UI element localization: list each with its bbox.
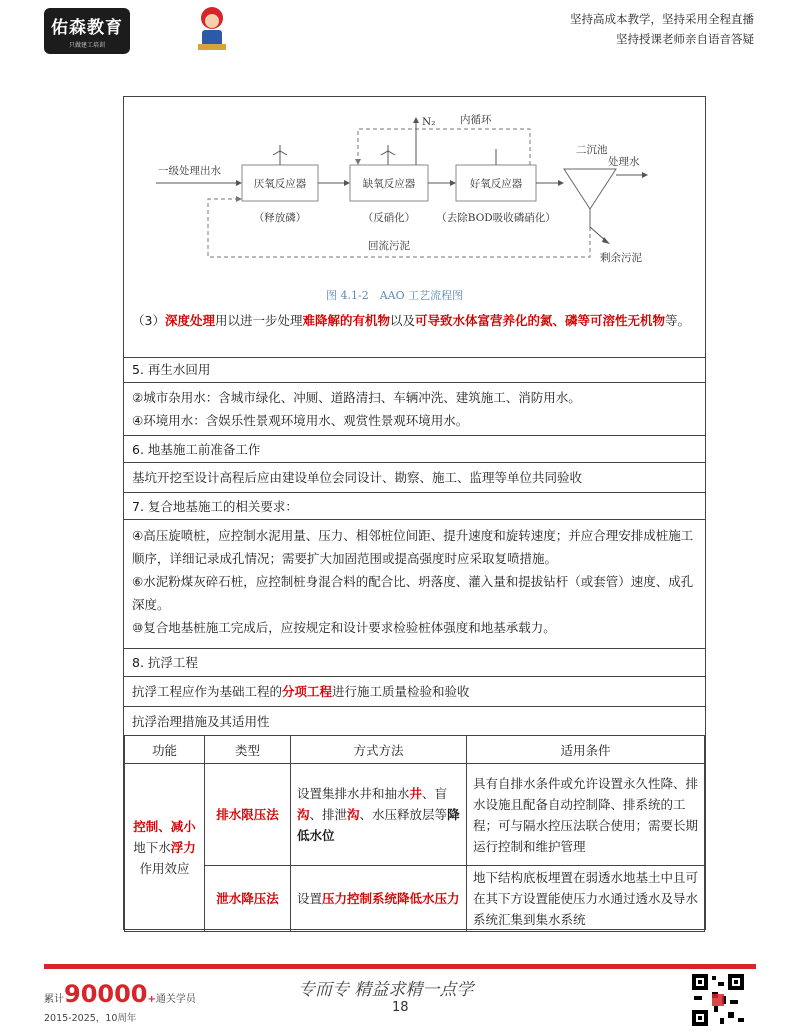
diagram-input-label: 一级处理出水 (158, 165, 221, 177)
reactor-1-name: 厌氧反应器 (253, 178, 307, 190)
reactor-2-name: 缺氧反应器 (362, 178, 416, 190)
figure-caption: 图 4.1-2 AAO 工艺流程图 (326, 289, 464, 302)
clarifier-label: 二沉池 (576, 144, 608, 156)
measures-title: 抗浮治理措施及其适用性 (124, 706, 705, 735)
measures-header-row (125, 736, 705, 764)
qr-code-icon (690, 972, 746, 1028)
aao-process-diagram (130, 101, 700, 311)
page-number: 18 (392, 1000, 409, 1015)
mascot-icon (192, 4, 232, 54)
content-table (123, 96, 706, 930)
header-type: 类型 (205, 736, 291, 764)
reuse-item-1: ②城市杂用水：含城市绿化、冲厕、道路清扫、车辆冲洗、建筑施工、消防用水。 (132, 390, 581, 405)
prep-title: 6. 地基施工前准备工作 (124, 435, 705, 462)
type-pressure-relief: 泄水降压法 (205, 866, 291, 932)
logo-brand: 佑森教育 (51, 18, 123, 38)
student-count: 累计90000+通关学员 (44, 980, 196, 1008)
slogan-line-2: 坚持授课老师亲自语音答疑 (616, 32, 754, 46)
reactor-1-note: （释放磷） (253, 212, 307, 224)
anti-float-text: 抗浮工程应作为基础工程的分项工程进行施工质量检验和验收 (124, 676, 705, 706)
composite-item-2: ⑥水泥粉煤灰碎石桩，应控制桩身混合料的配合比、坍落度、灌入量和提拔钻杆（或套管）速度、成孔深度。 (132, 574, 694, 612)
reuse-item-2: ④环境用水：含娱乐性景观环境用水、观赏性景观环境用水。 (132, 413, 469, 428)
function-cell: 控制、减小 地下水浮力 作用效应 (125, 764, 205, 932)
reactor-3-name: 好氧反应器 (469, 178, 523, 190)
slogan-line-1: 坚持高成本教学，坚持采用全程直播 (570, 12, 754, 26)
method-pressure-relief: 设置压力控制系统降低水压力 (291, 866, 467, 932)
table-row (125, 764, 705, 866)
footer-divider (44, 964, 756, 969)
composite-title: 7. 复合地基施工的相关要求： (124, 492, 705, 519)
reuse-title: 5. 再生水回用 (124, 357, 705, 382)
reactor-2-note: （反硝化） (362, 212, 416, 224)
anti-float-measures-table (124, 735, 705, 932)
reuse-items (124, 382, 705, 435)
logo-subtitle: 只做建工培训 (68, 42, 105, 49)
condition-pressure-relief: 地下结构底板埋置在弱透水地基土中且可在其下方设置能使压力水通过透水及导水系统汇集到集水系统 (467, 866, 705, 932)
secondary-clarifier (564, 169, 616, 209)
deep-treatment-text: （3）深度处理用以进一步处理难降解的有机物以及可导致水体富营养化的氮、磷等可溶性无机物等。 (132, 313, 691, 328)
brand-logo (44, 8, 130, 54)
return-sludge-label: 回流污泥 (368, 240, 410, 252)
prep-text: 基坑开挖至设计高程后应由建设单位会同设计、勘察、施工、监理等单位共同验收 (124, 462, 705, 492)
header-condition: 适用条件 (467, 736, 705, 764)
anti-float-title: 8. 抗浮工程 (124, 648, 705, 676)
inner-cycle-line (358, 129, 530, 165)
composite-item-1: ④高压旋喷桩，应控制水泥用量、压力、相邻桩位间距、提升速度和旋转速度；并应合理安排成桩施工顺序，详细记录成孔情况；需要扩大加固范围或提高强度时应采取复喷措施。 (132, 528, 694, 566)
header-function: 功能 (125, 736, 205, 764)
composite-items (124, 519, 705, 648)
method-drainage: 设置集排水井和抽水井、盲沟、排泄沟、水压释放层等降低水位 (291, 764, 467, 866)
handwritten-motto: 专而专 精益求精一点学 (298, 980, 474, 1000)
table-row (125, 866, 705, 932)
output-label: 处理水 (608, 156, 640, 168)
n2-label: N₂ (422, 116, 436, 128)
inner-cycle-label: 内循环 (460, 114, 492, 126)
anniversary-text: 2015-2025，10周年 (44, 1013, 137, 1024)
header-method: 方式方法 (291, 736, 467, 764)
reactor-3-note: （去除BOD吸收磷硝化） (436, 212, 556, 224)
composite-item-3: ⑩复合地基桩施工完成后，应按规定和设计要求检验桩体强度和地基承载力。 (132, 620, 556, 635)
type-drainage: 排水限压法 (205, 764, 291, 866)
excess-sludge-label: 剩余污泥 (600, 252, 642, 264)
condition-drainage: 具有自排水条件或允许设置永久性降、排水设施且配备自动控制降、排系统的工程；可与隔水控压法联合使用；需要长期运行控制和维护管理 (467, 764, 705, 866)
